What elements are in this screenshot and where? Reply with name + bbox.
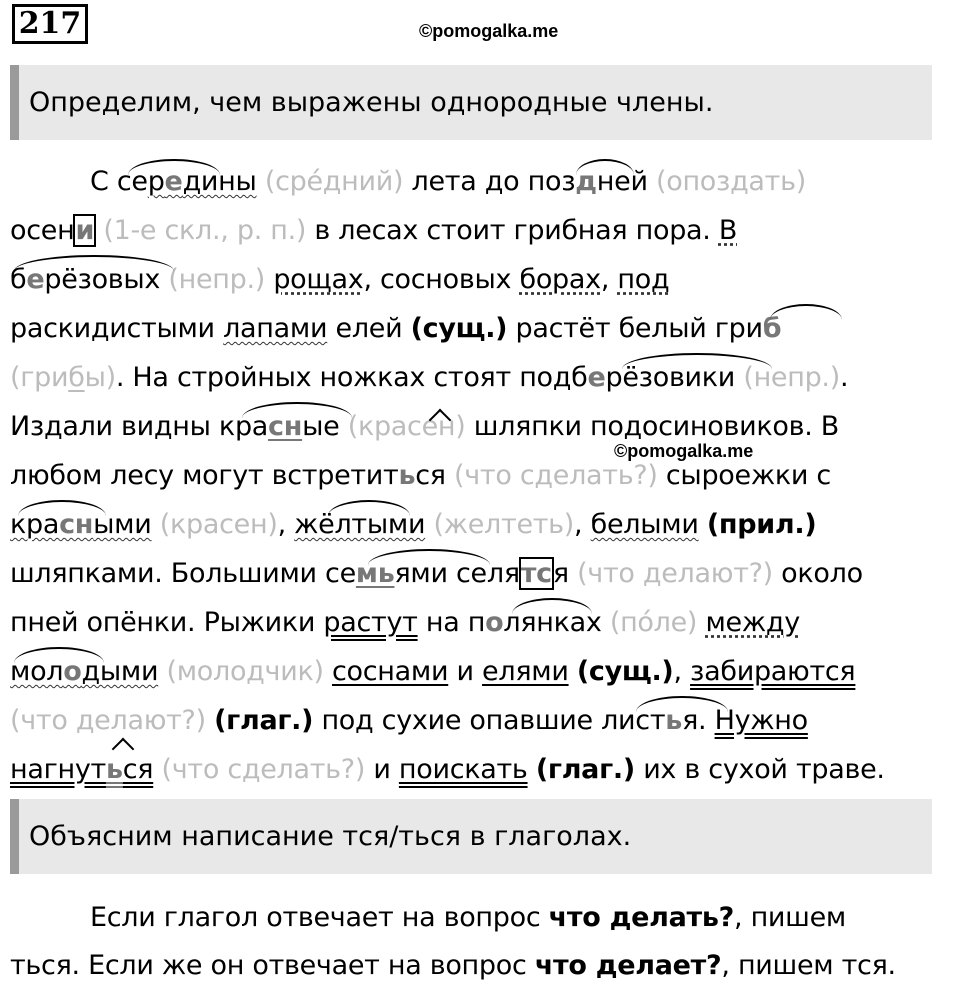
watermark: ©pomogalka.me — [419, 21, 559, 41]
text-segment: дины — [182, 166, 257, 197]
text-segment: шляпками. Большими се — [10, 558, 356, 589]
text-segment: С се — [90, 166, 148, 197]
root-arc — [576, 159, 634, 175]
text-segment: елями — [482, 656, 569, 687]
text-segment: (что сделать?) — [153, 754, 366, 785]
text-segment: около — [772, 558, 863, 589]
text-segment: сн — [268, 411, 303, 442]
text-segment: рёзовики — [605, 362, 736, 393]
root-arc — [14, 255, 174, 271]
text-segment: борах — [519, 264, 601, 295]
text-segment: Издали видны кра — [10, 411, 269, 442]
suffix-box: тс — [520, 558, 552, 589]
text-segment: ся — [122, 754, 154, 785]
text-segment: и — [448, 656, 483, 687]
exercise-number: 217 — [12, 4, 88, 44]
text-segment — [699, 509, 707, 540]
text-segment: , — [574, 509, 591, 540]
text-segment: лянках — [503, 607, 602, 638]
text-segment: между — [705, 607, 800, 638]
text-segment: на п — [417, 607, 486, 638]
root-arc — [128, 159, 220, 175]
text-segment: ями селя — [394, 558, 520, 589]
text-segment: гри — [714, 313, 763, 344]
banner-text: Определим, чем выражены однородные члены. — [29, 87, 714, 118]
text-segment: ы) — [84, 362, 116, 393]
text-segment: (сущ.) — [410, 313, 508, 344]
text-segment: (по́ле) — [601, 607, 698, 638]
section-banner-homogeneous — [10, 65, 932, 140]
text-line — [10, 255, 945, 304]
text-segment: любом лесу могут встретит — [10, 460, 399, 491]
text-segment: (что сделать?) — [445, 460, 658, 491]
text-segment: елей — [327, 313, 411, 344]
root-arc — [512, 598, 592, 614]
text-segment: мь — [355, 558, 395, 589]
text-line — [10, 647, 945, 696]
text-segment: ыми — [93, 509, 152, 540]
text-segment: (сре́дний) — [256, 166, 404, 197]
text-line — [10, 304, 945, 353]
text-segment: (красен) — [151, 509, 278, 540]
text-segment: (что делают?) — [568, 558, 773, 589]
text-segment: , пишем — [734, 902, 846, 933]
text-segment: В — [718, 215, 738, 246]
text-segment: осен — [10, 215, 75, 246]
text-segment: е — [164, 166, 183, 197]
text-segment: (опоздать) — [647, 166, 806, 197]
text-segment: р — [147, 166, 165, 197]
text-segment: (глаг.) — [535, 754, 635, 785]
text-segment: кра — [10, 509, 60, 540]
text-segment: рёзовых — [44, 264, 161, 295]
text-segment: я — [682, 705, 699, 736]
text-segment: нагнут — [10, 754, 106, 785]
text-segment: в лесах стоит грибная пора. — [306, 215, 719, 246]
text-segment: дыми — [81, 656, 159, 687]
text-line — [10, 894, 945, 942]
text-segment: ь — [398, 460, 416, 491]
root-arc — [328, 500, 410, 516]
text-segment: (непр.) — [160, 264, 266, 295]
text-segment: . — [839, 362, 849, 393]
text-segment: сыроежки с — [657, 460, 831, 491]
text-segment: е — [26, 264, 45, 295]
text-segment: . — [698, 705, 715, 736]
text-segment: рощах — [273, 264, 364, 295]
text-segment: б — [10, 264, 27, 295]
text-line — [10, 353, 945, 402]
text-segment: поискать — [398, 754, 528, 785]
text-segment — [324, 656, 332, 687]
text-line — [10, 696, 945, 745]
text-segment: (желтеть) — [425, 509, 575, 540]
text-segment: (молодчик) — [158, 656, 324, 687]
text-segment: их в сухой траве. — [634, 754, 885, 785]
text-segment: (гри — [10, 362, 69, 393]
text-segment: белыми — [590, 509, 699, 540]
text-segment: (что делают?) — [10, 705, 206, 736]
text-segment: лета до — [403, 166, 528, 197]
text-segment: о — [485, 607, 504, 638]
text-segment — [206, 705, 214, 736]
text-segment: , — [673, 656, 691, 687]
text-segment: растут — [323, 607, 418, 638]
text-segment: б — [68, 362, 85, 393]
text-segment: Нужно — [714, 705, 808, 736]
text-line — [10, 206, 945, 255]
explanation-text — [10, 894, 945, 990]
text-line — [10, 500, 945, 549]
text-segment: о — [63, 656, 82, 687]
root-arc — [18, 500, 106, 516]
text-segment: что делать? — [548, 902, 735, 933]
root-arc — [636, 696, 728, 712]
text-segment: ые — [302, 411, 340, 442]
text-segment: (сущ.) — [576, 656, 674, 687]
text-segment: ся — [415, 460, 446, 491]
ending-box: и — [75, 215, 95, 246]
root-arc — [770, 304, 842, 320]
text-segment: е — [587, 362, 606, 393]
watermark: ©pomogalka.me — [614, 441, 754, 461]
text-segment: шляпки подосиновиков. В — [465, 411, 839, 442]
root-arc — [622, 353, 772, 369]
text-segment — [528, 754, 536, 785]
text-line — [10, 598, 945, 647]
text-line — [10, 549, 945, 598]
banner-text: Объясним написание тся/ться в глаголах. — [29, 821, 632, 852]
text-segment: (прил.) — [706, 509, 817, 540]
text-segment: поз — [527, 166, 576, 197]
text-segment: жёлтыми — [294, 509, 426, 540]
text-segment: (1-е скл., р. п.) — [95, 215, 307, 246]
text-segment: . На стройных ножках стоят подб — [115, 362, 588, 393]
text-line — [10, 745, 945, 794]
text-segment: б — [762, 313, 782, 344]
text-line — [10, 402, 945, 451]
text-segment: , пишем тся. — [721, 950, 896, 981]
section-banner-tsya — [10, 799, 932, 874]
text-segment: , — [600, 264, 618, 295]
text-segment: соснами — [332, 656, 449, 687]
root-arc — [242, 402, 352, 418]
text-segment: пней опёнки. Рыжики — [10, 607, 324, 638]
text-segment — [569, 656, 577, 687]
text-segment: растёт белый — [507, 313, 715, 344]
text-segment: ней — [596, 166, 648, 197]
exercise-text — [10, 157, 945, 794]
text-segment: раскидистыми — [10, 313, 224, 344]
text-segment: под — [617, 264, 670, 295]
text-line — [10, 157, 945, 206]
text-segment: (непр.) — [735, 362, 840, 393]
text-segment: ь — [105, 754, 123, 785]
text-segment: ться. Если же он отвечает на вопрос — [10, 950, 535, 981]
text-segment: , — [277, 509, 295, 540]
text-segment: что делает? — [534, 950, 722, 981]
text-segment: (глаг.) — [214, 705, 314, 736]
text-line — [10, 451, 945, 500]
text-segment: ь — [665, 705, 683, 736]
text-segment: д — [575, 166, 597, 197]
text-segment: , сосновых — [363, 264, 520, 295]
text-segment: я — [552, 558, 569, 589]
root-arc — [368, 549, 490, 565]
text-line — [10, 942, 945, 990]
text-segment: лапами — [223, 313, 328, 344]
text-segment: забираются — [690, 656, 856, 687]
root-arc — [14, 647, 104, 663]
text-segment: (красен) — [339, 411, 466, 442]
text-segment: сн — [59, 509, 94, 540]
text-segment: мол — [10, 656, 64, 687]
text-segment: и — [365, 754, 399, 785]
text-segment: Если глагол отвечает на вопрос — [90, 902, 549, 933]
text-segment: под сухие опавшие лист — [313, 705, 666, 736]
